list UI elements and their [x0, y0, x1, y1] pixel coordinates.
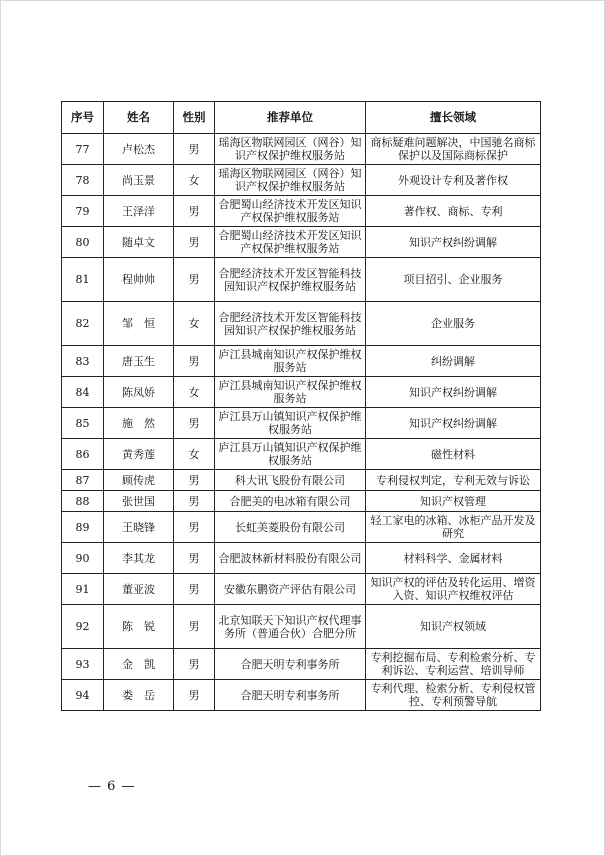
table-row [62, 680, 541, 711]
cell-gender: 男 [174, 649, 215, 680]
cell-expertise-field: 专利代理、检索分析、专利侵权管控、专利预警导航 [366, 680, 541, 711]
table-row [62, 196, 541, 227]
cell-expertise-field: 纠纷调解 [366, 346, 541, 377]
cell-expertise-field: 企业服务 [366, 302, 541, 346]
cell-recommending-unit: 合肥蜀山经济技术开发区知识产权保护维权服务站 [215, 196, 366, 227]
table-row [62, 346, 541, 377]
header-recommending-unit: 推荐单位 [215, 102, 366, 134]
cell-recommending-unit: 瑶海区物联网园区（网谷）知识产权保护维权服务站 [215, 165, 366, 196]
table-row [62, 165, 541, 196]
cell-expertise-field: 专利挖掘布局、专利检索分析、专利诉讼、专利运营、培训导师 [366, 649, 541, 680]
table-row [62, 470, 541, 491]
cell-serial-number: 80 [62, 227, 104, 258]
cell-serial-number: 91 [62, 574, 104, 605]
cell-name: 卢松杰 [104, 134, 174, 165]
cell-gender: 男 [174, 258, 215, 302]
cell-gender: 男 [174, 574, 215, 605]
cell-recommending-unit: 科大讯飞股份有限公司 [215, 470, 366, 491]
cell-expertise-field: 知识产权纠纷调解 [366, 408, 541, 439]
cell-serial-number: 89 [62, 512, 104, 543]
cell-recommending-unit: 瑶海区物联网园区（网谷）知识产权保护维权服务站 [215, 134, 366, 165]
table-row [62, 134, 541, 165]
cell-recommending-unit: 合肥美的电冰箱有限公司 [215, 491, 366, 512]
cell-name: 李其龙 [104, 543, 174, 574]
cell-recommending-unit: 合肥蜀山经济技术开发区知识产权保护维权服务站 [215, 227, 366, 258]
cell-gender: 男 [174, 680, 215, 711]
cell-name: 施 然 [104, 408, 174, 439]
cell-serial-number: 78 [62, 165, 104, 196]
cell-gender: 女 [174, 377, 215, 408]
cell-expertise-field: 著作权、商标、专利 [366, 196, 541, 227]
cell-gender: 女 [174, 165, 215, 196]
cell-serial-number: 92 [62, 605, 104, 649]
table-header-row [62, 102, 541, 134]
table-row [62, 543, 541, 574]
cell-gender: 男 [174, 543, 215, 574]
cell-serial-number: 79 [62, 196, 104, 227]
cell-gender: 男 [174, 470, 215, 491]
cell-gender: 男 [174, 196, 215, 227]
table-row [62, 491, 541, 512]
cell-recommending-unit: 庐江县万山镇知识产权保护维权服务站 [215, 439, 366, 470]
cell-name: 张世国 [104, 491, 174, 512]
cell-expertise-field: 知识产权管理 [366, 491, 541, 512]
cell-expertise-field: 材料科学、金属材料 [366, 543, 541, 574]
cell-serial-number: 82 [62, 302, 104, 346]
cell-recommending-unit: 长虹美菱股份有限公司 [215, 512, 366, 543]
header-expertise-field: 擅长领域 [366, 102, 541, 134]
table-row [62, 302, 541, 346]
cell-serial-number: 84 [62, 377, 104, 408]
cell-serial-number: 85 [62, 408, 104, 439]
cell-recommending-unit: 北京知联天下知识产权代理事务所（普通合伙）合肥分所 [215, 605, 366, 649]
cell-serial-number: 94 [62, 680, 104, 711]
cell-serial-number: 93 [62, 649, 104, 680]
cell-serial-number: 86 [62, 439, 104, 470]
cell-gender: 男 [174, 134, 215, 165]
cell-gender: 男 [174, 346, 215, 377]
cell-gender: 男 [174, 491, 215, 512]
cell-serial-number: 88 [62, 491, 104, 512]
cell-expertise-field: 外观设计专利及著作权 [366, 165, 541, 196]
cell-name: 董亚波 [104, 574, 174, 605]
cell-name: 王晓锋 [104, 512, 174, 543]
header-serial-number: 序号 [62, 102, 104, 134]
cell-serial-number: 83 [62, 346, 104, 377]
cell-name: 娄 岳 [104, 680, 174, 711]
table-row [62, 574, 541, 605]
cell-name: 随卓文 [104, 227, 174, 258]
cell-serial-number: 81 [62, 258, 104, 302]
cell-serial-number: 87 [62, 470, 104, 491]
cell-name: 邹 恒 [104, 302, 174, 346]
cell-expertise-field: 轻工家电的冰箱、冰柜产品开发及研究 [366, 512, 541, 543]
cell-recommending-unit: 庐江县万山镇知识产权保护维权服务站 [215, 408, 366, 439]
cell-gender: 男 [174, 605, 215, 649]
cell-recommending-unit: 合肥天明专利事务所 [215, 649, 366, 680]
cell-recommending-unit: 庐江县城南知识产权保护维权服务站 [215, 377, 366, 408]
cell-gender: 女 [174, 439, 215, 470]
table-row [62, 605, 541, 649]
cell-name: 金 凯 [104, 649, 174, 680]
table-row [62, 408, 541, 439]
cell-recommending-unit: 合肥波林新材料股份有限公司 [215, 543, 366, 574]
cell-recommending-unit: 庐江县城南知识产权保护维权服务站 [215, 346, 366, 377]
cell-recommending-unit: 合肥天明专利事务所 [215, 680, 366, 711]
cell-recommending-unit: 合肥经济技术开发区智能科技园知识产权保护维权服务站 [215, 258, 366, 302]
table-row [62, 377, 541, 408]
cell-expertise-field: 专利侵权判定，专利无效与诉讼 [366, 470, 541, 491]
cell-name: 尚玉景 [104, 165, 174, 196]
cell-name: 陈凤娇 [104, 377, 174, 408]
header-gender: 性别 [174, 102, 215, 134]
table-row [62, 512, 541, 543]
cell-gender: 男 [174, 227, 215, 258]
cell-expertise-field: 知识产权纠纷调解 [366, 227, 541, 258]
cell-name: 程帅帅 [104, 258, 174, 302]
cell-name: 黄秀莲 [104, 439, 174, 470]
cell-name: 顾传虎 [104, 470, 174, 491]
cell-expertise-field: 项目招引、企业服务 [366, 258, 541, 302]
table-row [62, 258, 541, 302]
cell-serial-number: 90 [62, 543, 104, 574]
cell-expertise-field: 知识产权纠纷调解 [366, 377, 541, 408]
table-body [62, 134, 541, 711]
cell-expertise-field: 知识产权的评估及转化运用、增资入资、知识产权维权评估 [366, 574, 541, 605]
cell-expertise-field: 知识产权领域 [366, 605, 541, 649]
cell-name: 陈 锐 [104, 605, 174, 649]
cell-recommending-unit: 安徽东鹏资产评估有限公司 [215, 574, 366, 605]
cell-gender: 男 [174, 512, 215, 543]
cell-expertise-field: 磁性材料 [366, 439, 541, 470]
table-row [62, 439, 541, 470]
ip-expert-table [61, 101, 541, 711]
cell-recommending-unit: 合肥经济技术开发区智能科技园知识产权保护维权服务站 [215, 302, 366, 346]
header-name: 姓名 [104, 102, 174, 134]
cell-name: 唐玉生 [104, 346, 174, 377]
cell-serial-number: 77 [62, 134, 104, 165]
table-row [62, 227, 541, 258]
table-row [62, 649, 541, 680]
cell-name: 王泽洋 [104, 196, 174, 227]
cell-expertise-field: 商标疑难问题解决，中国驰名商标保护以及国际商标保护 [366, 134, 541, 165]
cell-gender: 女 [174, 302, 215, 346]
page-number: — 6 — [88, 779, 136, 794]
cell-gender: 男 [174, 408, 215, 439]
